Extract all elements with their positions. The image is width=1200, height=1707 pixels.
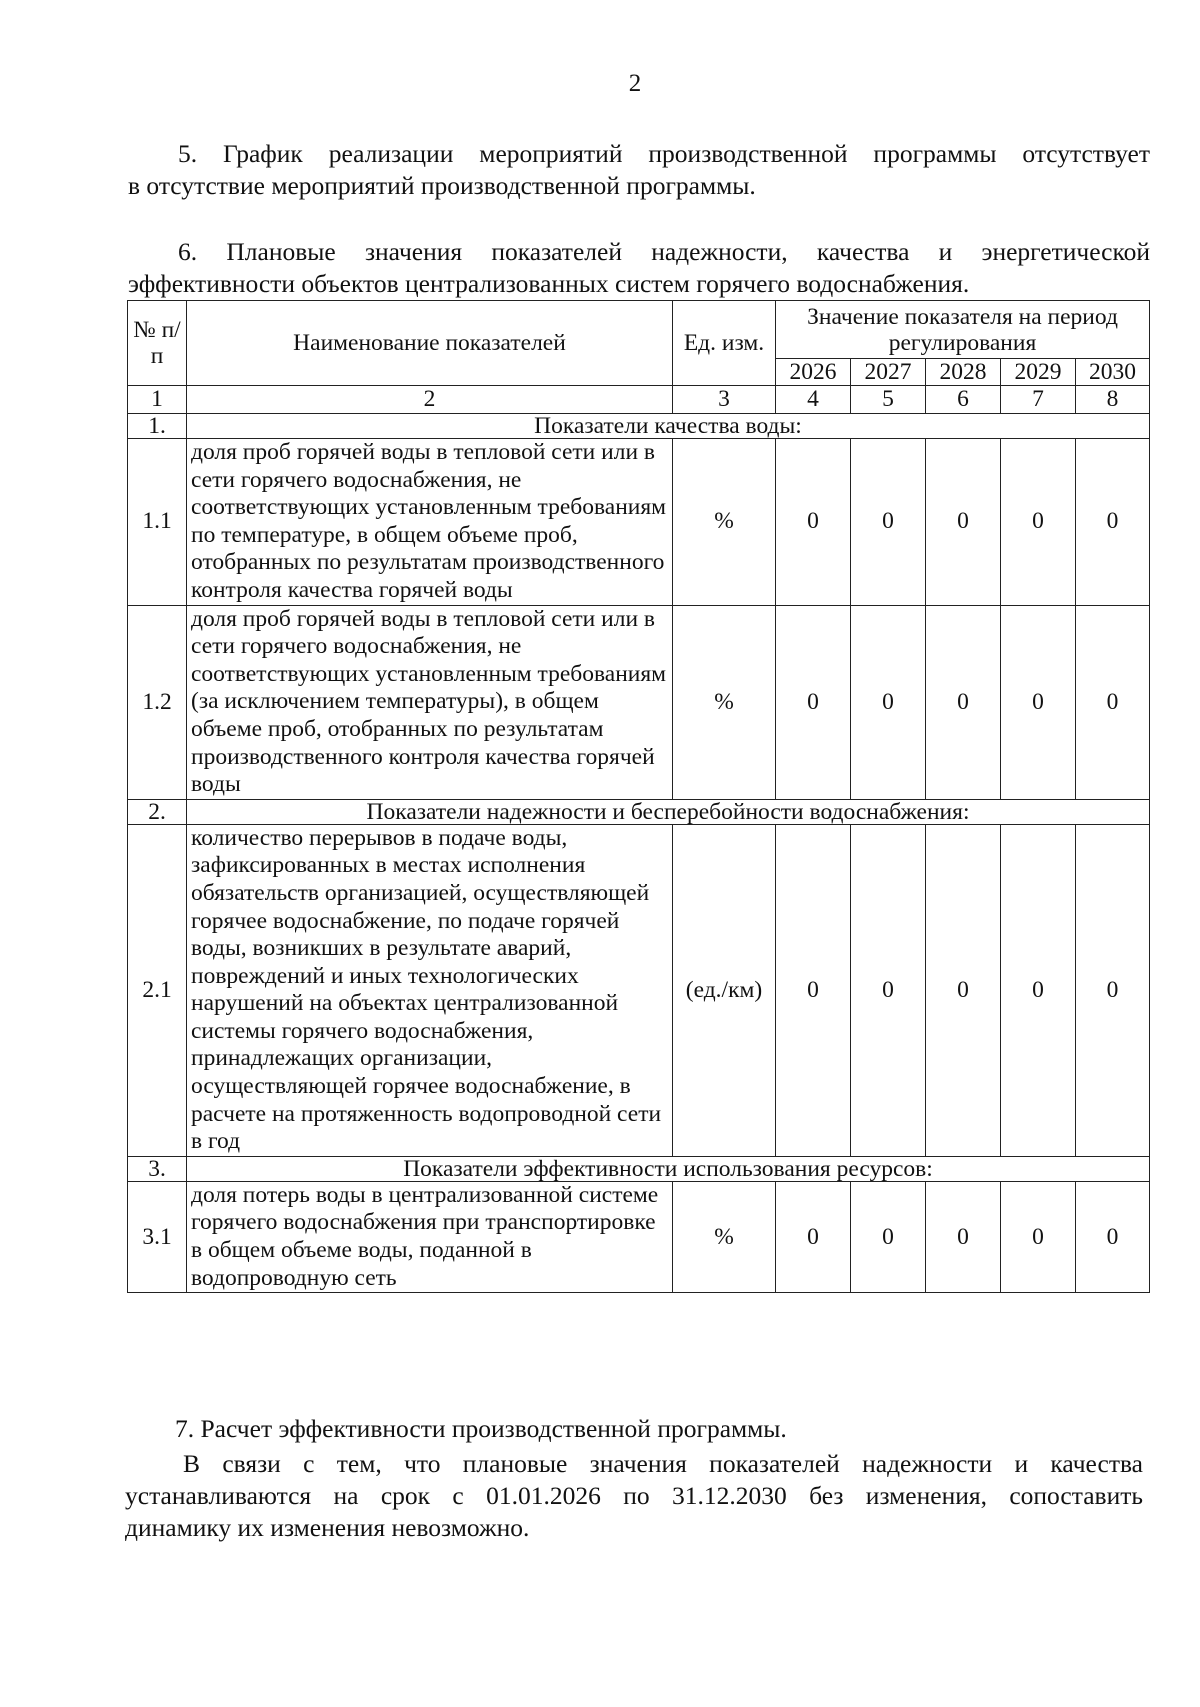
value-cell: 0: [776, 439, 851, 606]
header-year: 2028: [926, 359, 1001, 386]
paragraph-6-line-2: эффективности объектов централизованных систем горячего водоснабжения.: [128, 269, 970, 298]
paragraph-6-line-1: 6. Плановые значения показателей надежности, качества и энергетической: [178, 237, 1150, 266]
page-number: 2: [628, 70, 642, 97]
header-year: 2029: [1001, 359, 1076, 386]
value-cell: 0: [1001, 439, 1076, 606]
table-row: [128, 605, 1150, 799]
table-row: [128, 1181, 1150, 1292]
column-number: 3: [673, 386, 776, 414]
table-row: [128, 439, 1150, 606]
section-row: [128, 414, 1150, 439]
paragraph-7-line-2: устанавливаются на срок с 01.01.2026 по 31.12.2030 без изменения, сопоставить: [125, 1481, 1143, 1510]
paragraph-7-title: 7. Расчет эффективности производственной программы.: [175, 1414, 787, 1443]
row-number: 2.1: [128, 824, 187, 1156]
column-number: 8: [1076, 386, 1150, 414]
section-number: 3.: [128, 1156, 187, 1181]
column-number: 2: [187, 386, 673, 414]
value-cell: 0: [926, 439, 1001, 606]
column-number-row: [128, 386, 1150, 414]
section-title: Показатели надежности и бесперебойности водоснабжения:: [187, 799, 1150, 824]
paragraph-7-line-1: В связи с тем, что плановые значения показателей надежности и качества: [183, 1449, 1143, 1478]
row-number: 3.1: [128, 1181, 187, 1292]
indicator-unit: %: [673, 439, 776, 606]
section-title: Показатели качества воды:: [187, 414, 1150, 439]
indicator-unit: (ед./км): [673, 824, 776, 1156]
paragraph-6: [128, 236, 1150, 300]
value-cell: 0: [926, 1181, 1001, 1292]
indicators-table: [127, 300, 1150, 1293]
header-indicator-name: Наименование показателей: [187, 301, 673, 386]
value-cell: 0: [1076, 824, 1150, 1156]
section-row: [128, 799, 1150, 824]
paragraph-5-line-2: в отсутствие мероприятий производственной программы.: [128, 171, 756, 200]
value-cell: 0: [1001, 605, 1076, 799]
section-number: 1.: [128, 414, 187, 439]
column-number: 1: [128, 386, 187, 414]
column-number: 4: [776, 386, 851, 414]
header-year: 2026: [776, 359, 851, 386]
value-cell: 0: [776, 605, 851, 799]
section-title: Показатели эффективности использования ресурсов:: [187, 1156, 1150, 1181]
column-number: 6: [926, 386, 1001, 414]
value-cell: 0: [851, 605, 926, 799]
paragraph-5: [128, 138, 1150, 202]
value-cell: 0: [926, 605, 1001, 799]
paragraph-7-body: [125, 1448, 1143, 1544]
column-number: 5: [851, 386, 926, 414]
header-year: 2030: [1076, 359, 1150, 386]
value-cell: 0: [776, 824, 851, 1156]
indicator-unit: %: [673, 605, 776, 799]
column-number: 7: [1001, 386, 1076, 414]
indicator-name: доля проб горячей воды в тепловой сети или в сети горячего водоснабжения, не соответствующих установленным требованиям (за исключением температуры), в общем объеме проб, отобранных по результатам производственного контроля качества горячей воды: [187, 605, 673, 799]
row-number: 1.2: [128, 605, 187, 799]
value-cell: 0: [1076, 439, 1150, 606]
value-cell: 0: [851, 439, 926, 606]
value-cell: 0: [926, 824, 1001, 1156]
paragraph-7-line-3: динамику их изменения невозможно.: [125, 1513, 530, 1542]
table-header-row: [128, 301, 1150, 359]
header-year: 2027: [851, 359, 926, 386]
row-number: 1.1: [128, 439, 187, 606]
value-cell: 0: [851, 1181, 926, 1292]
value-cell: 0: [851, 824, 926, 1156]
section-row: [128, 1156, 1150, 1181]
header-unit: Ед. изм.: [673, 301, 776, 386]
indicator-name: количество перерывов в подаче воды, зафиксированных в местах исполнения обязательств организацией, осуществляющей горячее водоснабжение, по подаче горячей воды, возникших в результате аварий, повреждений и иных технологических нарушений на объектах централизованной системы горячего водоснабжения, принадлежащих организации, осуществляющей горячее водоснабжение, в расчете на протяженность водопроводной сети в год: [187, 824, 673, 1156]
section-number: 2.: [128, 799, 187, 824]
table-row: [128, 824, 1150, 1156]
paragraph-7-heading: [125, 1413, 1143, 1445]
indicator-name: доля потерь воды в централизованной системе горячего водоснабжения при транспортировке в общем объеме воды, поданной в водопроводную сеть: [187, 1181, 673, 1292]
header-number: № п/п: [128, 301, 187, 386]
value-cell: 0: [1001, 1181, 1076, 1292]
indicator-name: доля проб горячей воды в тепловой сети или в сети горячего водоснабжения, не соответствующих установленным требованиям по температуре, в общем объеме проб, отобранных по результатам производственного контроля качества горячей воды: [187, 439, 673, 606]
indicator-unit: %: [673, 1181, 776, 1292]
paragraph-5-line-1: 5. График реализации мероприятий производственной программы отсутствует: [178, 139, 1150, 168]
header-period: Значение показателя на период регулирования: [776, 301, 1150, 359]
value-cell: 0: [1076, 1181, 1150, 1292]
value-cell: 0: [776, 1181, 851, 1292]
value-cell: 0: [1001, 824, 1076, 1156]
value-cell: 0: [1076, 605, 1150, 799]
